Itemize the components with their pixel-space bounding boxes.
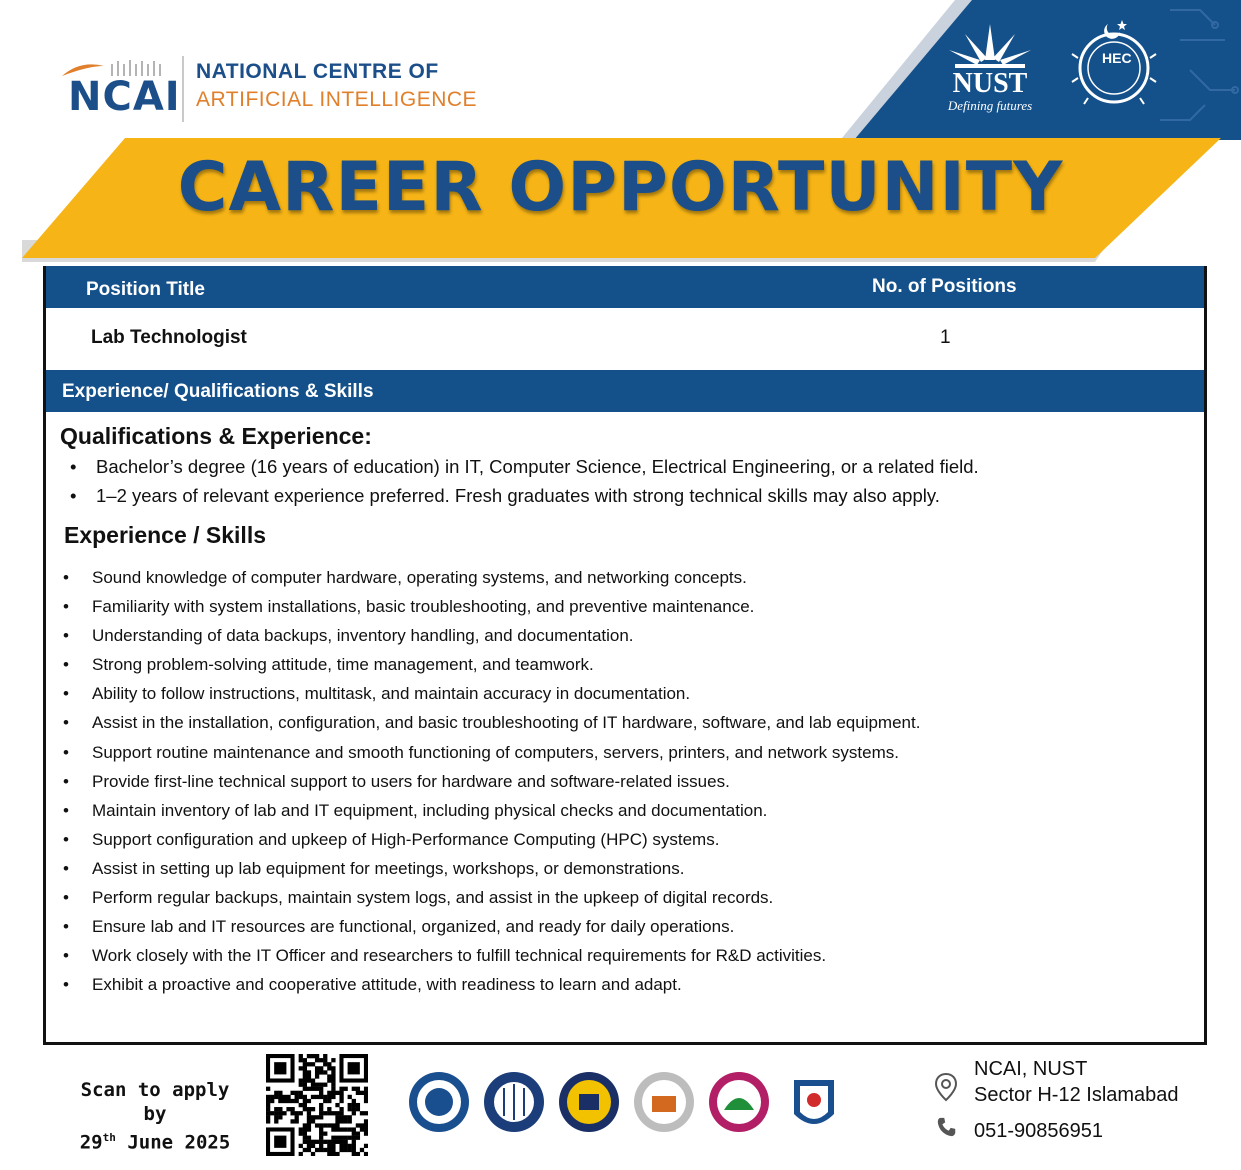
banner-title: CAREER OPPORTUNITY <box>177 148 1064 227</box>
university-logo-1-icon <box>409 1072 469 1132</box>
list-item: • Strong problem-solving attitude, time management, and teamwork. <box>60 650 920 679</box>
job-details-box <box>43 266 1207 1045</box>
phone-number[interactable]: 051-90856951 <box>974 1120 1104 1142</box>
list-item: • Ensure lab and IT resources are functional, organized, and ready for daily operations. <box>60 912 920 941</box>
skills-list <box>60 563 920 999</box>
list-item: • Provide first-line technical support to users for hardware and software-related issues. <box>60 767 920 796</box>
list-item: • Support routine maintenance and smooth functioning of computers, servers, printers, and network systems. <box>60 738 920 767</box>
partner-university-logos <box>404 1066 844 1138</box>
list-item: • Understanding of data backups, inventory handling, and documentation. <box>60 621 920 650</box>
logo-divider <box>182 56 184 122</box>
list-item: • Support configuration and upkeep of High-Performance Computing (HPC) systems. <box>60 825 920 854</box>
positions-count-value: 1 <box>940 327 951 348</box>
nust-logo <box>935 20 1045 120</box>
apply-day: 29 <box>79 1131 103 1154</box>
qr-code-icon[interactable] <box>266 1054 368 1156</box>
hec-mark: HEC <box>1102 50 1132 66</box>
position-title-value: Lab Technologist <box>91 327 247 348</box>
apply-line1: Scan to apply by <box>80 1079 230 1125</box>
positions-count-header: No. of Positions <box>872 276 1017 297</box>
apply-deadline <box>70 1078 240 1154</box>
address-line1: NCAI, NUST <box>974 1058 1088 1080</box>
ncai-logo <box>60 52 490 122</box>
list-item: • 1–2 years of relevant experience preferred. Fresh graduates with strong technical skills may also apply. <box>60 481 979 510</box>
university-logo-6-icon <box>794 1080 834 1124</box>
apply-day-suffix: th <box>102 1131 116 1144</box>
hec-logo <box>1068 18 1160 110</box>
university-logo-2-icon <box>484 1072 544 1132</box>
list-item: • Sound knowledge of computer hardware, operating systems, and networking concepts. <box>60 563 920 592</box>
table-header-row <box>46 266 1204 308</box>
list-item: • Ability to follow instructions, multitask, and maintain accuracy in documentation. <box>60 679 920 708</box>
position-title-header: Position Title <box>86 279 205 300</box>
apply-month-year: June 2025 <box>115 1131 231 1154</box>
qualifications-list <box>60 452 979 510</box>
list-item: • Assist in the installation, configuration, and basic troubleshooting of IT hardware, software, and lab equipment. <box>60 708 920 737</box>
nust-tagline: Defining futures <box>947 98 1033 113</box>
phone-icon <box>936 1116 958 1138</box>
org-name-line1: NATIONAL CENTRE OF <box>196 60 439 83</box>
address-line2: Sector H-12 Islamabad <box>974 1084 1179 1106</box>
table-value-row <box>46 308 1204 370</box>
ncai-abbr: NCAI <box>68 74 181 120</box>
section-header: Experience/ Qualifications & Skills <box>62 381 374 402</box>
skills-heading: Experience / Skills <box>64 522 267 548</box>
location-pin-icon <box>934 1072 958 1102</box>
university-logo-5-icon <box>709 1072 769 1132</box>
university-logo-3-icon <box>559 1072 619 1132</box>
university-logo-4-icon <box>634 1072 694 1132</box>
qualifications-heading: Qualifications & Experience: <box>60 423 372 449</box>
list-item: • Exhibit a proactive and cooperative attitude, with readiness to learn and adapt. <box>60 970 920 999</box>
list-item: • Maintain inventory of lab and IT equipment, including physical checks and documentation. <box>60 796 920 825</box>
list-item: • Bachelor’s degree (16 years of education) in IT, Computer Science, Electrical Engineering, or a related field. <box>60 452 979 481</box>
header-graphic <box>0 0 1241 270</box>
nust-emblem-icon <box>935 20 1045 70</box>
list-item: • Assist in setting up lab equipment for meetings, workshops, or demonstrations. <box>60 854 920 883</box>
section-header-row <box>46 370 1204 412</box>
list-item: • Work closely with the IT Officer and researchers to fulfill technical requirements for R&D activities. <box>60 941 920 970</box>
list-item: • Perform regular backups, maintain system logs, and assist in the upkeep of digital records. <box>60 883 920 912</box>
list-item: • Familiarity with system installations, basic troubleshooting, and preventive maintenance. <box>60 592 920 621</box>
org-name-line2: ARTIFICIAL INTELLIGENCE <box>196 88 478 111</box>
nust-name: NUST <box>952 68 1028 99</box>
apply-date <box>70 1126 240 1154</box>
